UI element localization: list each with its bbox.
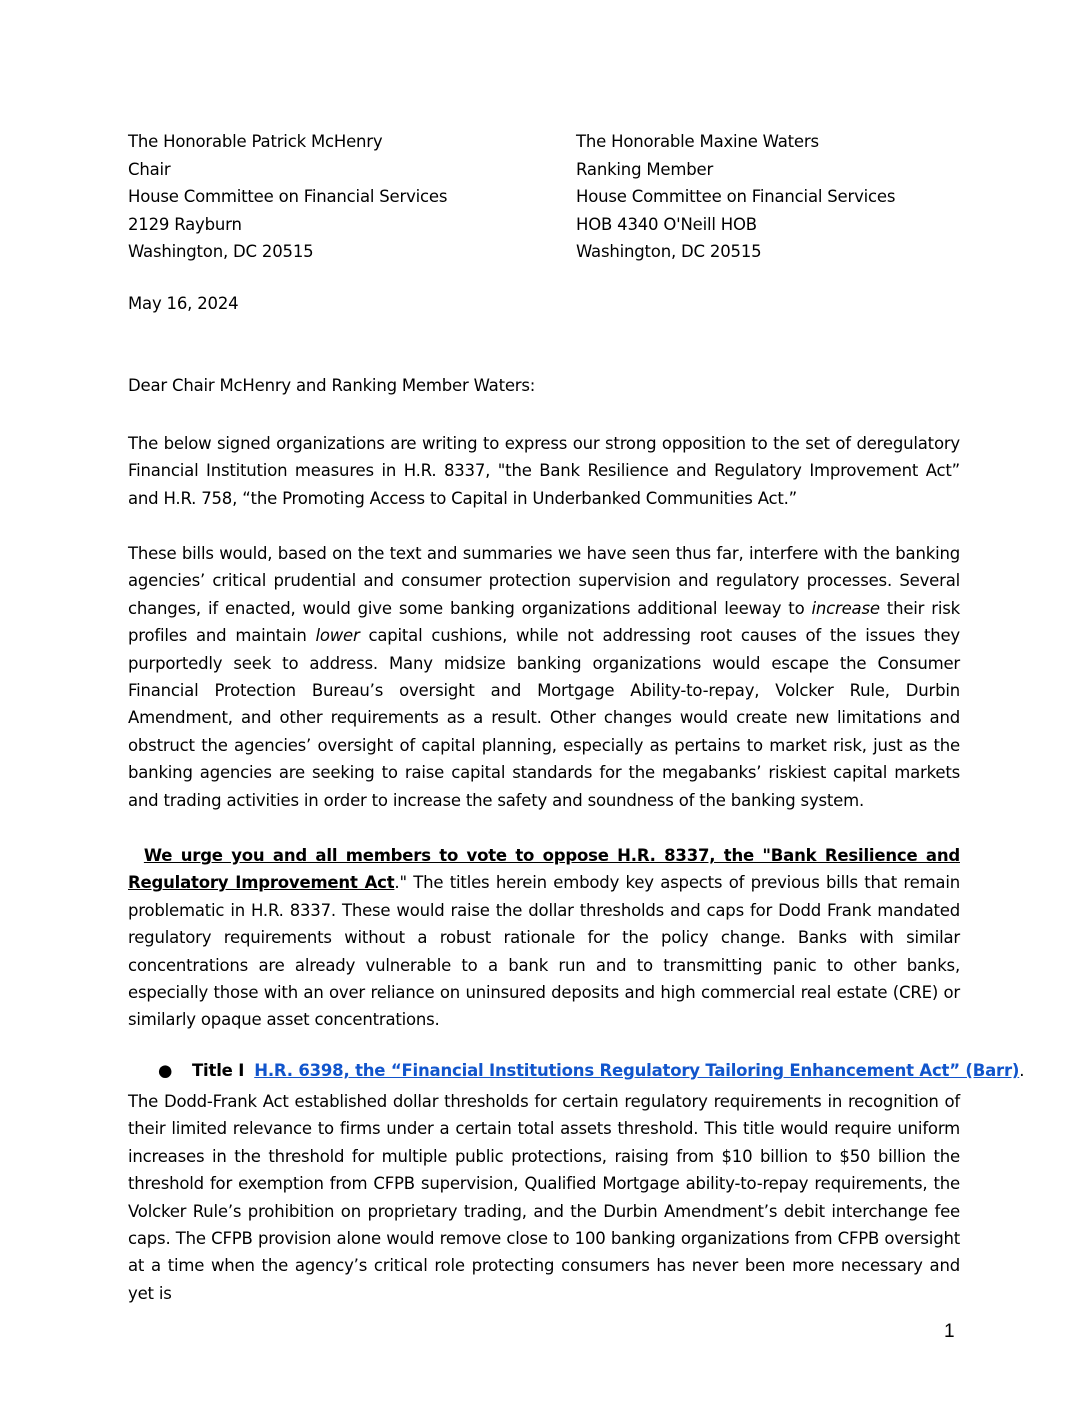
paragraph-title-i: The Dodd-Frank Act established dollar thresholds for certain regulatory requirements in recognition of their limited relevance to firms under a certain total assets threshold. This title would require uniform increases in the threshold for multiple public protections, raising from $10 billion to $50 billion the threshold for exemption from CFPB supervision, Qualified Mortgage ability-to-repay requirements, the Volcker Rule’s prohibition on proprietary trading, and the Durbin Amendment’s debit interchange fee caps. The CFPB provision alone would remove close to 100 banking organizations from CFPB oversight at a time when the agency’s critical role protecting consumers has never been more necessary and yet is [128, 1092, 960, 1303]
page-number: 1 [944, 1321, 955, 1342]
recipient-title: Ranking Member [576, 159, 714, 179]
recipient-title: Chair [128, 159, 171, 179]
paragraph-urge [128, 842, 960, 1034]
bullet-icon: ● [158, 1061, 173, 1080]
paragraph-text: their risk profiles and maintain [128, 598, 960, 646]
recipient-office: HOB 4340 O'Neill HOB [576, 214, 757, 234]
urge-statement: We urge you and all members to vote to oppose H.R. 8337, the "Bank Resilience and Regulatory Improvement Act [128, 846, 960, 893]
paragraph-text: ." The titles herein embody key aspects of previous bills that remain problematic in H.R. 8337. These would raise the dollar thresholds and caps for Dodd Frank mandated regulatory requirements without a robust rationale for the policy change. Banks with similar concentrations are already vulnerable to a bank run and to transmitting panic to other banks, especially those with an over reliance on uninsured deposits and high commercial real estate (CRE) or similarly opaque asset concentrations. [128, 873, 960, 1030]
letter-date: May 16, 2024 [128, 294, 239, 313]
bullet-title-i [158, 1061, 1024, 1080]
recipient-office: 2129 Rayburn [128, 214, 242, 234]
bill-link[interactable]: H.R. 6398, the “Financial Institutions Regulatory Tailoring Enhancement Act” (Barr) [254, 1061, 1020, 1080]
bullet-title: Title I [192, 1061, 245, 1080]
recipient-city: Washington, DC 20515 [128, 242, 314, 261]
recipient-city: Washington, DC 20515 [576, 242, 762, 261]
recipient-name: The Honorable Maxine Waters [576, 132, 819, 151]
paragraph-concerns [128, 540, 960, 814]
recipient-committee: House Committee on Financial Services [128, 187, 448, 206]
paragraph-text: These bills would, based on the text and summaries we have seen thus far, interfere with the banking agencies’ critical prudential and consumer protection supervision and regulatory processes. Several changes, if enacted, would give some banking organizations additional leeway to [128, 544, 960, 618]
emphasis-increase: increase [811, 598, 880, 618]
recipient-committee: House Committee on Financial Services [576, 187, 896, 206]
paragraph-intro: The below signed organizations are writing to express our strong opposition to the set of deregulatory Financial Institution measures in H.R. 8337, "the Bank Resilience and Regulatory Improvement Act” and H.R. 758, “the Promoting Access to Capital in Underbanked Communities Act.” [128, 434, 960, 508]
emphasis-lower: lower [315, 626, 360, 646]
salutation: Dear Chair McHenry and Ranking Member Waters: [128, 376, 536, 395]
bullet-tail: . [1019, 1061, 1025, 1080]
recipient-name: The Honorable Patrick McHenry [128, 132, 383, 151]
paragraph-text: capital cushions, while not addressing root causes of the issues they purportedly seek to address. Many midsize banking organizations would escape the Consumer Financial Protection Bureau’s oversight and Mortgage Ability-to-repay, Volcker Rule, Durbin Amendment, and other requirements as a result. Other changes would create new limitations and obstruct the agencies’ oversight of capital planning, especially as pertains to market risk, just as the banking agencies are seeking to raise capital standards for the megabanks’ riskiest capital markets and trading activities in order to increase the safety and soundness of the banking system. [128, 626, 960, 810]
recipient-address-left [128, 128, 447, 266]
recipient-address-right [576, 128, 895, 266]
